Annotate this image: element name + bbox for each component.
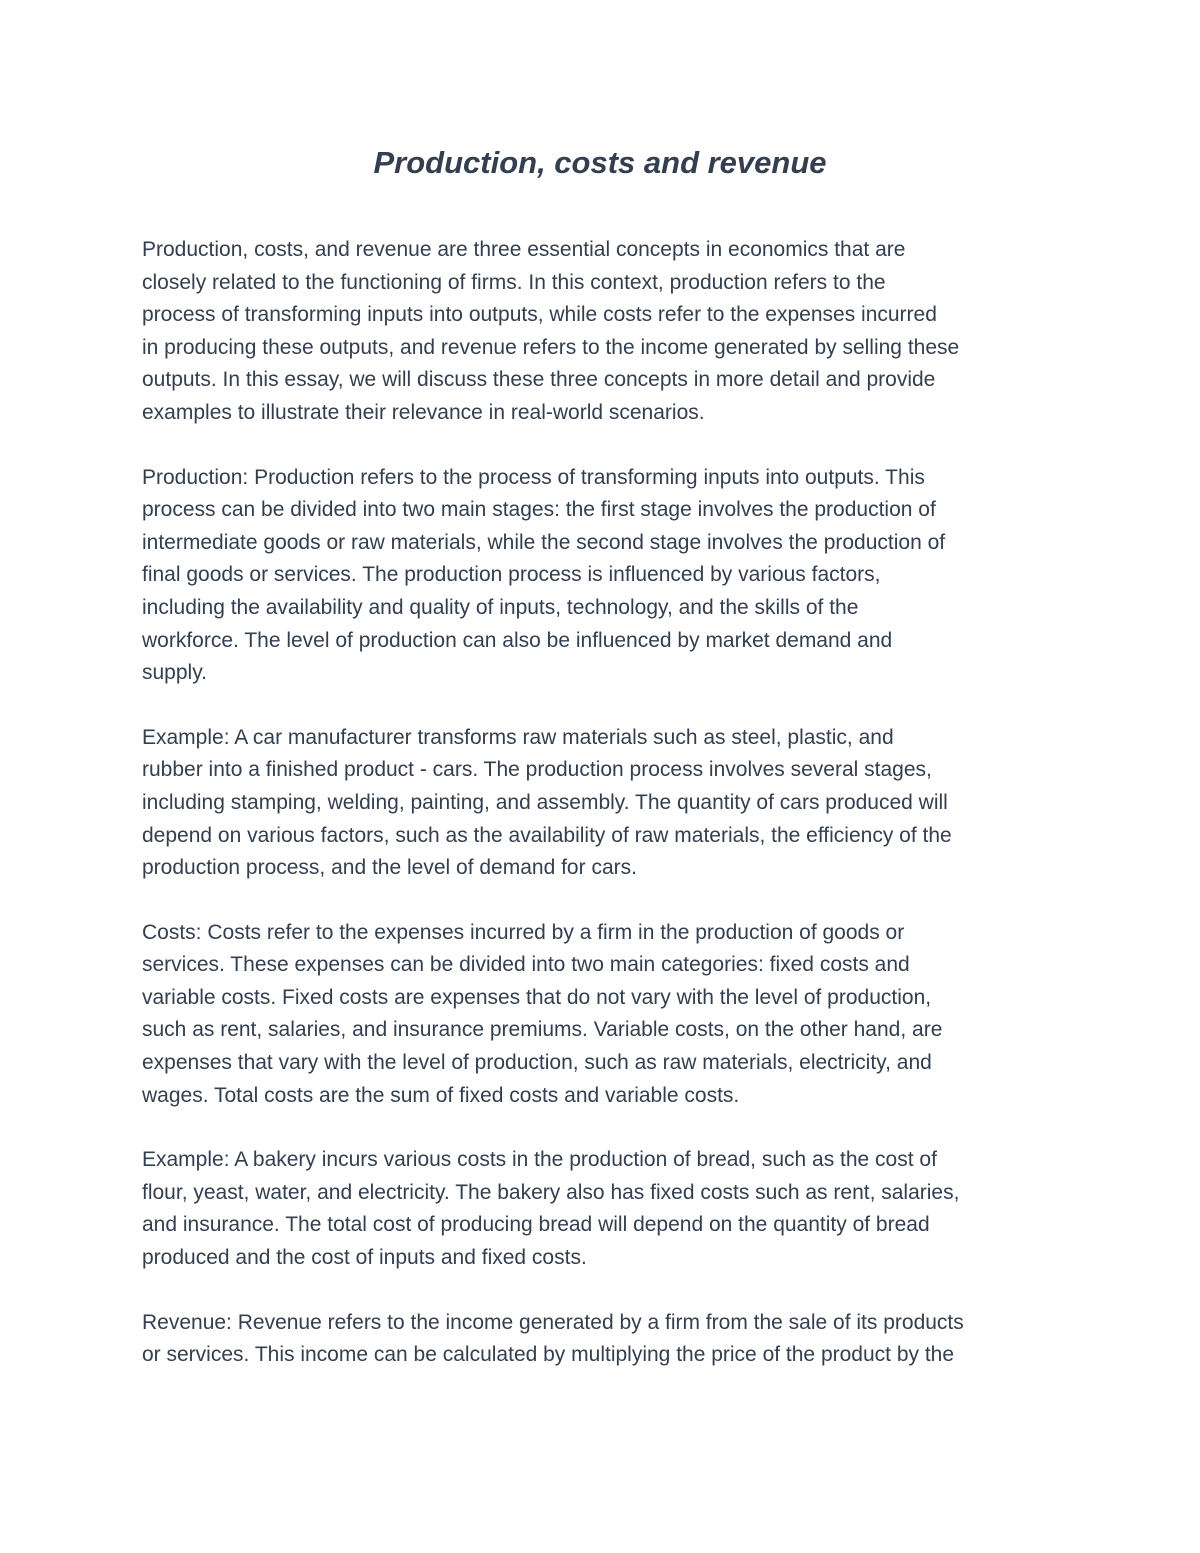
- text-line: depend on various factors, such as the availability of raw materials, the efficiency of the: [142, 823, 952, 847]
- text-line: such as rent, salaries, and insurance premiums. Variable costs, on the other hand, are: [142, 1018, 943, 1042]
- text-line: variable costs. Fixed costs are expenses that do not vary with the level of production,: [142, 985, 932, 1009]
- text-line: in producing these outputs, and revenue refers to the income generated by selling these: [142, 335, 960, 359]
- paragraph-revenue: [142, 1307, 1072, 1372]
- paragraph-costs: [142, 917, 1072, 1113]
- text-line: including the availability and quality of inputs, technology, and the skills of the: [142, 595, 859, 619]
- text-line: flour, yeast, water, and electricity. The bakery also has fixed costs such as rent, salaries,: [142, 1180, 960, 1204]
- text-line: outputs. In this essay, we will discuss these three concepts in more detail and provide: [142, 368, 936, 392]
- paragraph-costs-example: [142, 1144, 1072, 1274]
- text-line: Production, costs, and revenue are three essential concepts in economics that are: [142, 238, 906, 261]
- text-line: intermediate goods or raw materials, while the second stage involves the production of: [142, 530, 946, 554]
- text-line: wages. Total costs are the sum of fixed costs and variable costs.: [142, 1083, 740, 1107]
- text-line: closely related to the functioning of firms. In this context, production refers to the: [142, 270, 886, 294]
- paragraph-production-example: [142, 722, 1072, 885]
- text-line: examples to illustrate their relevance in real-world scenarios.: [142, 400, 705, 424]
- text-line: produced and the cost of inputs and fixed costs.: [142, 1246, 587, 1270]
- text-line: Example: A car manufacturer transforms raw materials such as steel, plastic, and: [142, 725, 894, 749]
- document-body: [142, 234, 1072, 1404]
- text-line: Example: A bakery incurs various costs in the production of bread, such as the cost of: [142, 1148, 937, 1172]
- text-line: process can be divided into two main stages: the first stage involves the production of: [142, 498, 936, 522]
- paragraph-introduction: [142, 234, 1072, 430]
- text-line: and insurance. The total cost of producing bread will depend on the quantity of bread: [142, 1213, 930, 1237]
- text-line: workforce. The level of production can also be influenced by market demand and: [142, 628, 893, 652]
- text-line: services. These expenses can be divided into two main categories: fixed costs and: [142, 953, 910, 977]
- text-line: rubber into a finished product - cars. The production process involves several stages,: [142, 758, 932, 782]
- text-line: Revenue: Revenue refers to the income generated by a firm from the sale of its products: [142, 1310, 964, 1334]
- text-line: production process, and the level of demand for cars.: [142, 856, 637, 880]
- text-line: including stamping, welding, painting, and assembly. The quantity of cars produced will: [142, 790, 948, 814]
- text-line: process of transforming inputs into outputs, while costs refer to the expenses incurred: [142, 303, 937, 327]
- text-line: supply.: [142, 661, 207, 685]
- text-line: expenses that vary with the level of production, such as raw materials, electricity, and: [142, 1051, 932, 1075]
- paragraph-production: [142, 462, 1072, 690]
- text-line: or services. This income can be calculated by multiplying the price of the product by the: [142, 1343, 955, 1367]
- text-line: Costs: Costs refer to the expenses incurred by a firm in the production of goods or: [142, 920, 905, 944]
- document-title: Production, costs and revenue: [373, 145, 827, 180]
- text-line: final goods or services. The production process is influenced by various factors,: [142, 563, 881, 587]
- text-line: Production: Production refers to the process of transforming inputs into outputs. This: [142, 465, 925, 489]
